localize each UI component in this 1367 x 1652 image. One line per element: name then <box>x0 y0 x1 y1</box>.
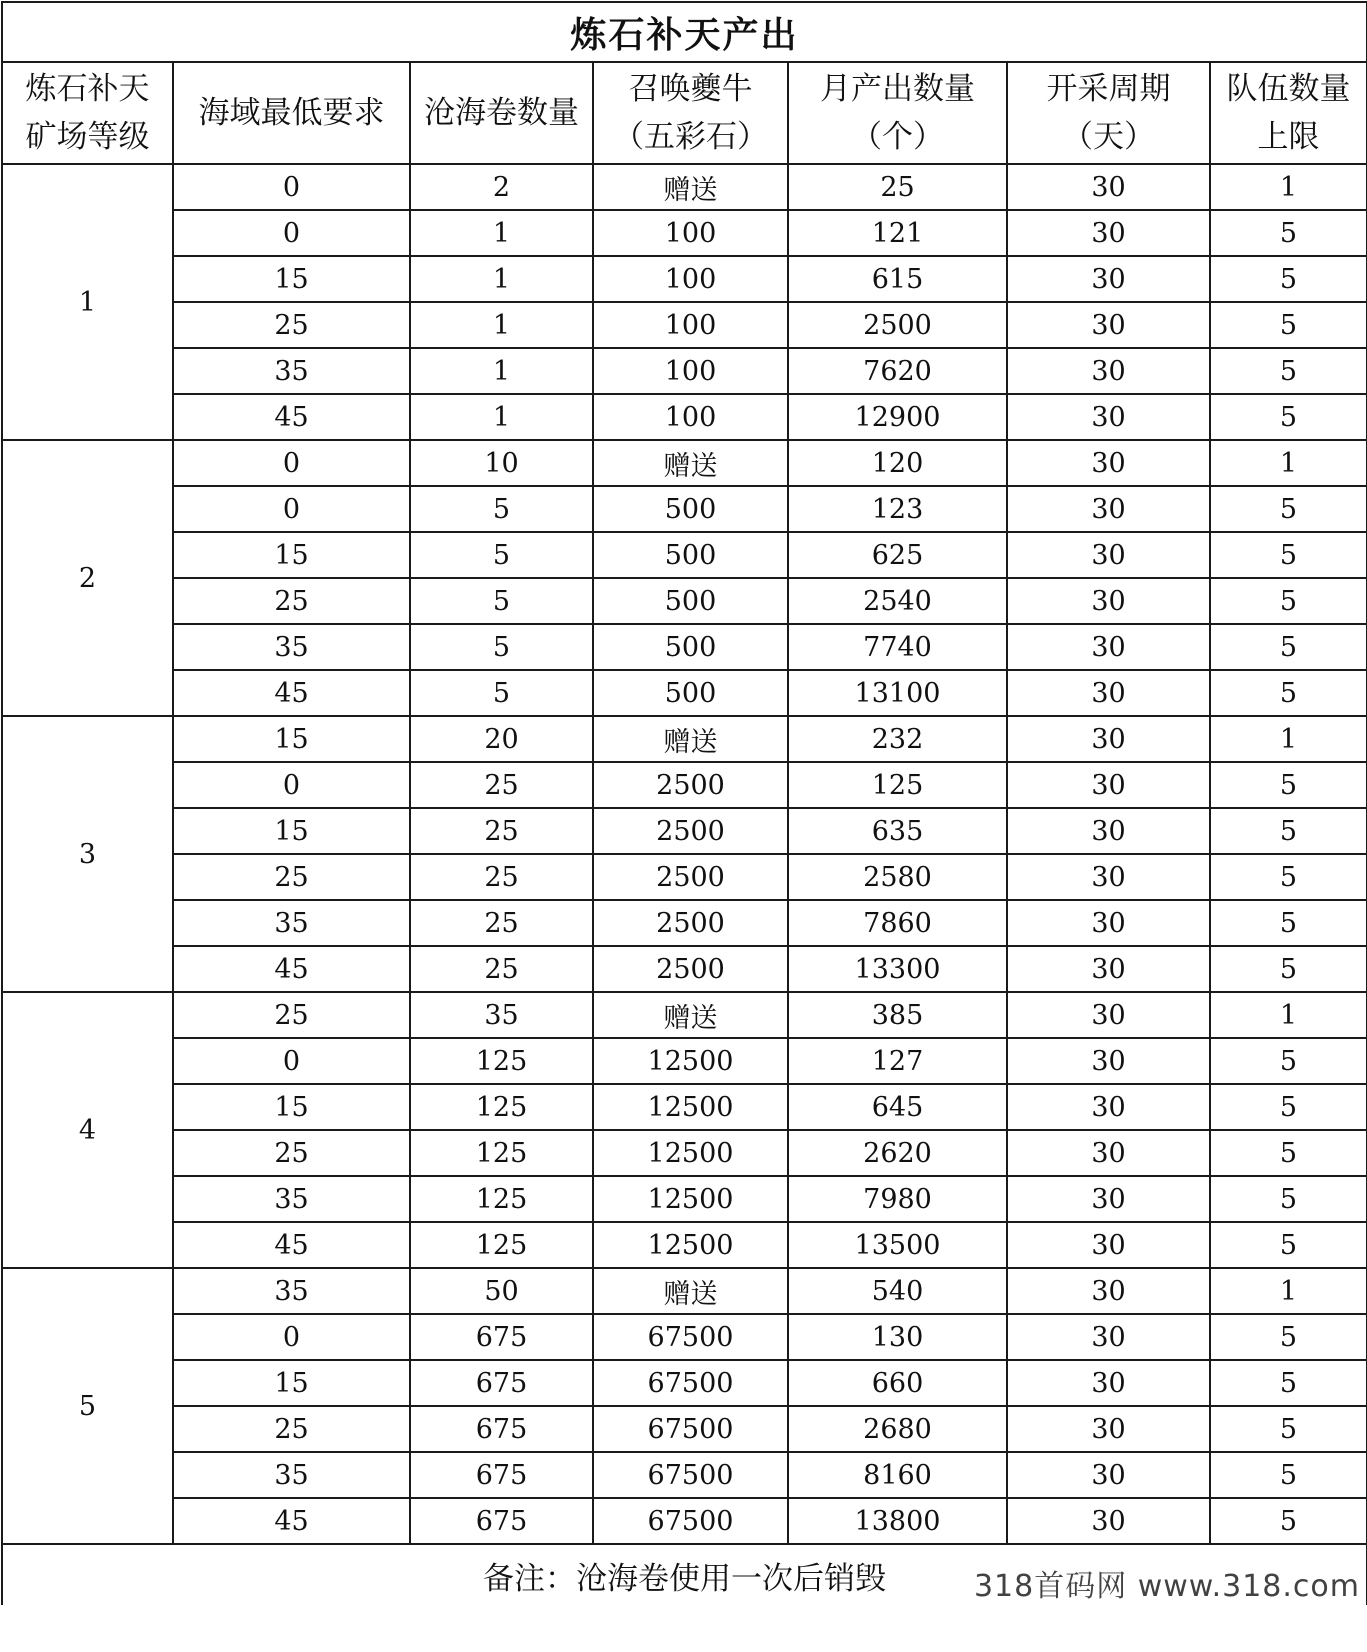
summon-cost-cell: 2500 <box>593 854 788 900</box>
summon-cost-cell: 500 <box>593 578 788 624</box>
header-monthly-output <box>788 62 1007 164</box>
summon-cost-cell: 2500 <box>593 762 788 808</box>
table-row <box>2 1084 1367 1130</box>
summon-cost-cell: 100 <box>593 256 788 302</box>
team-limit-cell: 5 <box>1210 1130 1367 1176</box>
team-limit-cell: 5 <box>1210 854 1367 900</box>
team-limit-cell: 5 <box>1210 900 1367 946</box>
header-line: 海域最低要求 <box>198 95 385 131</box>
mining-period-cell: 30 <box>1007 900 1210 946</box>
scroll-count-cell: 675 <box>410 1314 593 1360</box>
header-summon-kuiniu <box>593 62 788 164</box>
scroll-count-cell: 5 <box>410 532 593 578</box>
min-sea-cell: 15 <box>173 532 410 578</box>
monthly-output-cell: 13100 <box>788 670 1007 716</box>
min-sea-cell: 45 <box>173 946 410 992</box>
scroll-count-cell: 125 <box>410 1130 593 1176</box>
min-sea-cell: 35 <box>173 1452 410 1498</box>
mining-period-cell: 30 <box>1007 1268 1210 1314</box>
mining-period-cell: 30 <box>1007 256 1210 302</box>
table-row <box>2 1314 1367 1360</box>
mining-period-cell: 30 <box>1007 808 1210 854</box>
summon-cost-cell: 2500 <box>593 808 788 854</box>
table-body <box>2 164 1367 1544</box>
summon-cost-cell: 500 <box>593 624 788 670</box>
min-sea-cell: 25 <box>173 302 410 348</box>
monthly-output-cell: 127 <box>788 1038 1007 1084</box>
team-limit-cell: 5 <box>1210 1452 1367 1498</box>
table-row <box>2 302 1367 348</box>
header-min-sea <box>173 62 410 164</box>
mining-period-cell: 30 <box>1007 210 1210 256</box>
min-sea-cell: 25 <box>173 992 410 1038</box>
summon-cost-cell: 12500 <box>593 1176 788 1222</box>
table-row <box>2 670 1367 716</box>
min-sea-cell: 15 <box>173 716 410 762</box>
header-line: 炼石补天 <box>25 71 150 107</box>
monthly-output-cell: 13500 <box>788 1222 1007 1268</box>
team-limit-cell: 1 <box>1210 1268 1367 1314</box>
team-limit-cell: 5 <box>1210 394 1367 440</box>
summon-cost-cell: 2500 <box>593 946 788 992</box>
table-row <box>2 256 1367 302</box>
table-row <box>2 1268 1367 1314</box>
header-mining-period <box>1007 62 1210 164</box>
team-limit-cell: 5 <box>1210 946 1367 992</box>
header-line: 月产出数量 <box>820 71 975 107</box>
table-row <box>2 486 1367 532</box>
monthly-output-cell: 660 <box>788 1360 1007 1406</box>
min-sea-cell: 25 <box>173 1406 410 1452</box>
header-line: （个） <box>851 119 944 155</box>
scroll-count-cell: 25 <box>410 900 593 946</box>
summon-cost-cell: 100 <box>593 302 788 348</box>
mine-level-cell: 5 <box>2 1268 173 1544</box>
min-sea-cell: 25 <box>173 1130 410 1176</box>
mining-period-cell: 30 <box>1007 946 1210 992</box>
team-limit-cell: 1 <box>1210 164 1367 210</box>
monthly-output-cell: 7980 <box>788 1176 1007 1222</box>
min-sea-cell: 15 <box>173 808 410 854</box>
team-limit-cell: 5 <box>1210 302 1367 348</box>
summon-cost-cell: 100 <box>593 348 788 394</box>
scroll-count-cell: 1 <box>410 210 593 256</box>
mining-period-cell: 30 <box>1007 1406 1210 1452</box>
header-line: 召唤夔牛 <box>628 71 753 107</box>
min-sea-cell: 15 <box>173 1360 410 1406</box>
scroll-count-cell: 675 <box>410 1498 593 1544</box>
table-row <box>2 992 1367 1038</box>
mining-period-cell: 30 <box>1007 164 1210 210</box>
mining-period-cell: 30 <box>1007 716 1210 762</box>
min-sea-cell: 15 <box>173 1084 410 1130</box>
summon-cost-cell: 12500 <box>593 1038 788 1084</box>
scroll-count-cell: 125 <box>410 1038 593 1084</box>
summon-cost-cell: 12500 <box>593 1222 788 1268</box>
mining-period-cell: 30 <box>1007 1452 1210 1498</box>
monthly-output-cell: 25 <box>788 164 1007 210</box>
table-row <box>2 1176 1367 1222</box>
header-line: （天） <box>1062 119 1155 155</box>
monthly-output-cell: 13300 <box>788 946 1007 992</box>
mining-period-cell: 30 <box>1007 486 1210 532</box>
table-row <box>2 1222 1367 1268</box>
scroll-count-cell: 675 <box>410 1452 593 1498</box>
team-limit-cell: 5 <box>1210 1176 1367 1222</box>
monthly-output-cell: 7620 <box>788 348 1007 394</box>
mining-period-cell: 30 <box>1007 578 1210 624</box>
note-text: 备注：沧海卷使用一次后销毁 <box>483 1560 886 1597</box>
mining-period-cell: 30 <box>1007 1084 1210 1130</box>
min-sea-cell: 0 <box>173 762 410 808</box>
monthly-output-cell: 7740 <box>788 624 1007 670</box>
header-scroll-count <box>410 62 593 164</box>
monthly-output-cell: 615 <box>788 256 1007 302</box>
scroll-count-cell: 35 <box>410 992 593 1038</box>
summon-cost-cell: 赠送 <box>593 716 788 762</box>
monthly-output-cell: 625 <box>788 532 1007 578</box>
scroll-count-cell: 125 <box>410 1084 593 1130</box>
monthly-output-cell: 232 <box>788 716 1007 762</box>
note-row <box>2 1544 1367 1605</box>
mining-period-cell: 30 <box>1007 1038 1210 1084</box>
min-sea-cell: 0 <box>173 1038 410 1084</box>
mining-period-cell: 30 <box>1007 348 1210 394</box>
mining-period-cell: 30 <box>1007 992 1210 1038</box>
monthly-output-cell: 12900 <box>788 394 1007 440</box>
production-table <box>1 1 1367 1605</box>
table-row <box>2 762 1367 808</box>
summon-cost-cell: 67500 <box>593 1360 788 1406</box>
min-sea-cell: 25 <box>173 578 410 624</box>
mining-period-cell: 30 <box>1007 624 1210 670</box>
min-sea-cell: 35 <box>173 1268 410 1314</box>
table-row <box>2 854 1367 900</box>
min-sea-cell: 45 <box>173 394 410 440</box>
mine-level-cell: 1 <box>2 164 173 440</box>
monthly-output-cell: 123 <box>788 486 1007 532</box>
mining-period-cell: 30 <box>1007 1130 1210 1176</box>
summon-cost-cell: 赠送 <box>593 992 788 1038</box>
scroll-count-cell: 1 <box>410 256 593 302</box>
header-line: （五彩石） <box>613 119 768 155</box>
mining-period-cell: 30 <box>1007 1176 1210 1222</box>
min-sea-cell: 0 <box>173 486 410 532</box>
team-limit-cell: 5 <box>1210 1038 1367 1084</box>
scroll-count-cell: 125 <box>410 1222 593 1268</box>
table-row <box>2 164 1367 210</box>
monthly-output-cell: 125 <box>788 762 1007 808</box>
scroll-count-cell: 125 <box>410 1176 593 1222</box>
header-line: 矿场等级 <box>25 119 150 155</box>
table-row <box>2 394 1367 440</box>
min-sea-cell: 15 <box>173 256 410 302</box>
monthly-output-cell: 540 <box>788 1268 1007 1314</box>
monthly-output-cell: 385 <box>788 992 1007 1038</box>
monthly-output-cell: 645 <box>788 1084 1007 1130</box>
monthly-output-cell: 130 <box>788 1314 1007 1360</box>
table-row <box>2 1452 1367 1498</box>
table-row <box>2 624 1367 670</box>
summon-cost-cell: 67500 <box>593 1406 788 1452</box>
team-limit-cell: 5 <box>1210 1084 1367 1130</box>
table-row <box>2 348 1367 394</box>
team-limit-cell: 5 <box>1210 624 1367 670</box>
mining-period-cell: 30 <box>1007 532 1210 578</box>
mining-period-cell: 30 <box>1007 854 1210 900</box>
summon-cost-cell: 100 <box>593 394 788 440</box>
team-limit-cell: 1 <box>1210 440 1367 486</box>
summon-cost-cell: 赠送 <box>593 1268 788 1314</box>
mining-period-cell: 30 <box>1007 762 1210 808</box>
min-sea-cell: 0 <box>173 1314 410 1360</box>
table-row <box>2 808 1367 854</box>
mine-level-cell: 4 <box>2 992 173 1268</box>
scroll-count-cell: 5 <box>410 624 593 670</box>
summon-cost-cell: 100 <box>593 210 788 256</box>
monthly-output-cell: 120 <box>788 440 1007 486</box>
team-limit-cell: 5 <box>1210 1360 1367 1406</box>
team-limit-cell: 5 <box>1210 486 1367 532</box>
monthly-output-cell: 2680 <box>788 1406 1007 1452</box>
scroll-count-cell: 25 <box>410 762 593 808</box>
mining-period-cell: 30 <box>1007 1222 1210 1268</box>
mining-period-cell: 30 <box>1007 440 1210 486</box>
table-row <box>2 1130 1367 1176</box>
team-limit-cell: 5 <box>1210 1406 1367 1452</box>
min-sea-cell: 25 <box>173 854 410 900</box>
scroll-count-cell: 5 <box>410 486 593 532</box>
summon-cost-cell: 500 <box>593 532 788 578</box>
table-row <box>2 532 1367 578</box>
min-sea-cell: 0 <box>173 164 410 210</box>
summon-cost-cell: 67500 <box>593 1498 788 1544</box>
scroll-count-cell: 675 <box>410 1406 593 1452</box>
summon-cost-cell: 2500 <box>593 900 788 946</box>
scroll-count-cell: 2 <box>410 164 593 210</box>
min-sea-cell: 45 <box>173 1498 410 1544</box>
scroll-count-cell: 1 <box>410 302 593 348</box>
team-limit-cell: 5 <box>1210 762 1367 808</box>
summon-cost-cell: 赠送 <box>593 164 788 210</box>
table-row <box>2 946 1367 992</box>
mining-period-cell: 30 <box>1007 1498 1210 1544</box>
mining-period-cell: 30 <box>1007 670 1210 716</box>
scroll-count-cell: 50 <box>410 1268 593 1314</box>
monthly-output-cell: 2580 <box>788 854 1007 900</box>
table-row <box>2 440 1367 486</box>
monthly-output-cell: 13800 <box>788 1498 1007 1544</box>
mining-period-cell: 30 <box>1007 302 1210 348</box>
summon-cost-cell: 500 <box>593 486 788 532</box>
monthly-output-cell: 635 <box>788 808 1007 854</box>
summon-cost-cell: 67500 <box>593 1314 788 1360</box>
mining-period-cell: 30 <box>1007 394 1210 440</box>
scroll-count-cell: 5 <box>410 578 593 624</box>
watermark: 318首码网 www.318.com <box>973 1569 1360 1604</box>
table-row <box>2 900 1367 946</box>
team-limit-cell: 1 <box>1210 716 1367 762</box>
table-row <box>2 1406 1367 1452</box>
scroll-count-cell: 20 <box>410 716 593 762</box>
summon-cost-cell: 500 <box>593 670 788 716</box>
table-row <box>2 1038 1367 1084</box>
scroll-count-cell: 25 <box>410 854 593 900</box>
monthly-output-cell: 2540 <box>788 578 1007 624</box>
summon-cost-cell: 67500 <box>593 1452 788 1498</box>
scroll-count-cell: 10 <box>410 440 593 486</box>
team-limit-cell: 5 <box>1210 256 1367 302</box>
team-limit-cell: 5 <box>1210 348 1367 394</box>
mining-period-cell: 30 <box>1007 1360 1210 1406</box>
scroll-count-cell: 25 <box>410 946 593 992</box>
header-row <box>2 62 1367 164</box>
header-line: 上限 <box>1257 119 1320 155</box>
min-sea-cell: 35 <box>173 348 410 394</box>
mining-period-cell: 30 <box>1007 1314 1210 1360</box>
scroll-count-cell: 25 <box>410 808 593 854</box>
header-line: 队伍数量 <box>1226 71 1351 107</box>
monthly-output-cell: 7860 <box>788 900 1007 946</box>
summon-cost-cell: 12500 <box>593 1084 788 1130</box>
header-line: 沧海卷数量 <box>424 95 579 131</box>
team-limit-cell: 5 <box>1210 1314 1367 1360</box>
table-title: 炼石补天产出 <box>2 2 1367 62</box>
mine-level-cell: 3 <box>2 716 173 992</box>
team-limit-cell: 1 <box>1210 992 1367 1038</box>
min-sea-cell: 45 <box>173 1222 410 1268</box>
team-limit-cell: 5 <box>1210 670 1367 716</box>
table-row <box>2 578 1367 624</box>
scroll-count-cell: 1 <box>410 394 593 440</box>
mine-level-cell: 2 <box>2 440 173 716</box>
monthly-output-cell: 2500 <box>788 302 1007 348</box>
min-sea-cell: 0 <box>173 440 410 486</box>
table-row <box>2 1498 1367 1544</box>
team-limit-cell: 5 <box>1210 808 1367 854</box>
summon-cost-cell: 12500 <box>593 1130 788 1176</box>
monthly-output-cell: 8160 <box>788 1452 1007 1498</box>
summon-cost-cell: 赠送 <box>593 440 788 486</box>
table-row <box>2 1360 1367 1406</box>
scroll-count-cell: 5 <box>410 670 593 716</box>
min-sea-cell: 35 <box>173 624 410 670</box>
table-row <box>2 210 1367 256</box>
team-limit-cell: 5 <box>1210 210 1367 256</box>
team-limit-cell: 5 <box>1210 1498 1367 1544</box>
min-sea-cell: 0 <box>173 210 410 256</box>
monthly-output-cell: 121 <box>788 210 1007 256</box>
min-sea-cell: 35 <box>173 900 410 946</box>
team-limit-cell: 5 <box>1210 532 1367 578</box>
table-row <box>2 716 1367 762</box>
min-sea-cell: 45 <box>173 670 410 716</box>
header-team-limit <box>1210 62 1367 164</box>
header-mine-level <box>2 62 173 164</box>
team-limit-cell: 5 <box>1210 1222 1367 1268</box>
header-line: 开采周期 <box>1046 71 1171 107</box>
team-limit-cell: 5 <box>1210 578 1367 624</box>
scroll-count-cell: 1 <box>410 348 593 394</box>
monthly-output-cell: 2620 <box>788 1130 1007 1176</box>
min-sea-cell: 35 <box>173 1176 410 1222</box>
scroll-count-cell: 675 <box>410 1360 593 1406</box>
